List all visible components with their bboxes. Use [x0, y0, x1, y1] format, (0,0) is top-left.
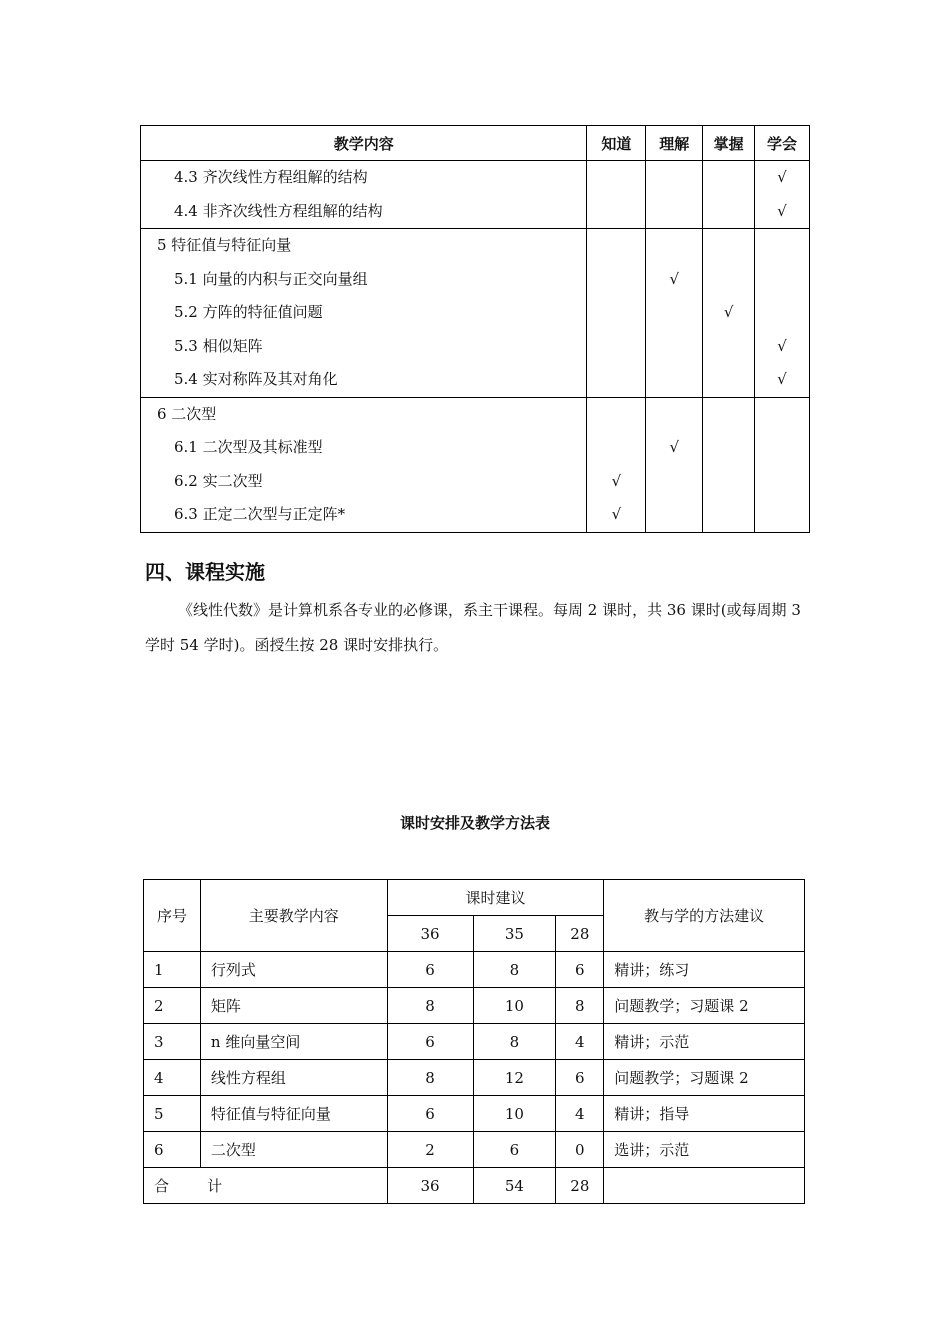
- item-label: 5.4 实对称阵及其对角化: [174, 370, 338, 388]
- check-mark: [646, 363, 702, 397]
- check-mark: [587, 431, 645, 465]
- group-content-cell: [141, 161, 587, 229]
- understand-cell: [646, 161, 703, 229]
- row-no: 1: [144, 952, 201, 988]
- understand-cell: [646, 397, 703, 532]
- row-method: 精讲；指导: [604, 1096, 805, 1132]
- check-mark: [755, 296, 809, 330]
- know-cell: [587, 161, 646, 229]
- table-row: [144, 1060, 805, 1096]
- check-mark: [703, 431, 754, 465]
- row-h2: 10: [473, 1096, 556, 1132]
- header-hours-28: 28: [556, 916, 604, 952]
- row-h1: 6: [387, 1024, 473, 1060]
- row-h3: 6: [556, 1060, 604, 1096]
- row-no: 6: [144, 1132, 201, 1168]
- header-main-content: 主要教学内容: [200, 880, 387, 952]
- group-content-cell: [141, 229, 587, 398]
- group-title: 6 二次型: [157, 404, 217, 423]
- understand-cell: [646, 229, 703, 398]
- check-mark: [646, 195, 702, 229]
- row-content: n 维向量空间: [200, 1024, 387, 1060]
- check-mark: √: [723, 303, 734, 321]
- header-master: 掌握: [703, 126, 755, 161]
- check-mark: √: [777, 201, 787, 220]
- check-mark: [703, 195, 754, 229]
- item-label: 4.4 非齐次线性方程组解的结构: [174, 201, 383, 220]
- check-mark: √: [777, 168, 787, 186]
- check-mark: √: [611, 505, 622, 523]
- row-h3: 6: [556, 952, 604, 988]
- row-content: 线性方程组: [200, 1060, 387, 1096]
- table-caption: 课时安排及教学方法表: [399, 814, 550, 832]
- section-paragraph: 《线性代数》是计算机系各专业的必修课，系主干课程。每周 2 课时，共 36 课时(或每周期 3 学时 54 学时)。函授生按 28 课时安排执行。: [145, 601, 801, 654]
- check-mark: √: [777, 336, 787, 355]
- row-h1: 8: [387, 988, 473, 1024]
- row-method: 精讲；练习: [604, 952, 805, 988]
- check-mark: [755, 498, 809, 532]
- group-6: [141, 397, 810, 532]
- check-mark: [755, 465, 809, 499]
- row-content: 行列式: [200, 952, 387, 988]
- row-h2: 8: [473, 1024, 556, 1060]
- check-mark: [587, 161, 645, 195]
- total-h1: 36: [387, 1168, 473, 1204]
- item-label: 6.1 二次型及其标准型: [174, 438, 323, 456]
- row-h1: 8: [387, 1060, 473, 1096]
- row-no: 2: [144, 988, 201, 1024]
- row-no: 3: [144, 1024, 201, 1060]
- row-content: 特征值与特征向量: [200, 1096, 387, 1132]
- row-method: 精讲；示范: [604, 1024, 805, 1060]
- check-mark: [703, 330, 754, 364]
- row-h3: 8: [556, 988, 604, 1024]
- header-know: 知道: [587, 126, 646, 161]
- learn-cell: [755, 397, 810, 532]
- check-mark: √: [669, 269, 680, 288]
- check-mark: √: [611, 471, 622, 490]
- learn-cell: [755, 161, 810, 229]
- total-method: [604, 1168, 805, 1204]
- check-mark: [703, 161, 754, 195]
- row-no: 5: [144, 1096, 201, 1132]
- check-mark: [646, 161, 702, 195]
- schedule-header-row: [144, 880, 805, 916]
- check-mark: [646, 465, 702, 499]
- row-h1: 2: [387, 1132, 473, 1168]
- header-hours: 课时建议: [387, 880, 604, 916]
- section-heading: 四、课程实施: [145, 560, 265, 584]
- check-mark: [587, 195, 645, 229]
- table-row: [144, 988, 805, 1024]
- master-cell: [703, 161, 755, 229]
- check-mark: [587, 330, 645, 364]
- row-method: 选讲；示范: [604, 1132, 805, 1168]
- row-h3: 0: [556, 1132, 604, 1168]
- check-mark: [587, 263, 645, 297]
- total-row: [144, 1168, 805, 1204]
- check-mark: √: [777, 370, 787, 388]
- row-h1: 6: [387, 1096, 473, 1132]
- check-mark: [755, 431, 809, 465]
- know-cell: [587, 397, 646, 532]
- objectives-header-row: [141, 126, 810, 161]
- group-content-cell: [141, 397, 587, 532]
- row-h1: 6: [387, 952, 473, 988]
- total-label: 合 计: [144, 1168, 388, 1204]
- header-method: 教与学的方法建议: [604, 880, 805, 952]
- check-mark: [703, 498, 754, 532]
- header-hours-35: 35: [473, 916, 556, 952]
- row-content: 矩阵: [200, 988, 387, 1024]
- check-mark: [755, 263, 809, 297]
- check-mark: [646, 498, 702, 532]
- item-label: 6.2 实二次型: [174, 471, 263, 490]
- header-learn: 学会: [755, 126, 810, 161]
- row-no: 4: [144, 1060, 201, 1096]
- schedule-table: [143, 879, 805, 1204]
- row-h3: 4: [556, 1096, 604, 1132]
- check-mark: [646, 296, 702, 330]
- table-row: [144, 1096, 805, 1132]
- header-hours-36: 36: [387, 916, 473, 952]
- group-5: [141, 229, 810, 398]
- item-label: 6.3 正定二次型与正定阵*: [174, 505, 346, 523]
- group-title: 5 特征值与特征向量: [157, 236, 292, 254]
- check-mark: [587, 363, 645, 397]
- row-method: 问题教学；习题课 2: [604, 1060, 805, 1096]
- objectives-table: [140, 125, 810, 533]
- check-mark: [703, 465, 754, 499]
- header-content: 教学内容: [141, 126, 587, 161]
- header-no: 序号: [144, 880, 201, 952]
- learn-cell: [755, 229, 810, 398]
- row-h2: 6: [473, 1132, 556, 1168]
- check-mark: [703, 263, 754, 297]
- master-cell: [703, 229, 755, 398]
- total-h2: 54: [473, 1168, 556, 1204]
- group-4: [141, 161, 810, 229]
- row-method: 问题教学；习题课 2: [604, 988, 805, 1024]
- check-mark: [587, 296, 645, 330]
- table-row: [144, 1024, 805, 1060]
- table-row: [144, 1132, 805, 1168]
- master-cell: [703, 397, 755, 532]
- row-h2: 8: [473, 952, 556, 988]
- item-label: 5.1 向量的内积与正交向量组: [174, 269, 368, 288]
- item-label: 5.2 方阵的特征值问题: [174, 303, 323, 321]
- total-h3: 28: [556, 1168, 604, 1204]
- check-mark: √: [669, 438, 680, 456]
- row-h3: 4: [556, 1024, 604, 1060]
- header-understand: 理解: [646, 126, 703, 161]
- row-content: 二次型: [200, 1132, 387, 1168]
- row-h2: 12: [473, 1060, 556, 1096]
- check-mark: [703, 363, 754, 397]
- row-h2: 10: [473, 988, 556, 1024]
- know-cell: [587, 229, 646, 398]
- item-label: 5.3 相似矩阵: [174, 336, 263, 355]
- table-row: [144, 952, 805, 988]
- item-label: 4.3 齐次线性方程组解的结构: [174, 168, 368, 186]
- check-mark: [646, 330, 702, 364]
